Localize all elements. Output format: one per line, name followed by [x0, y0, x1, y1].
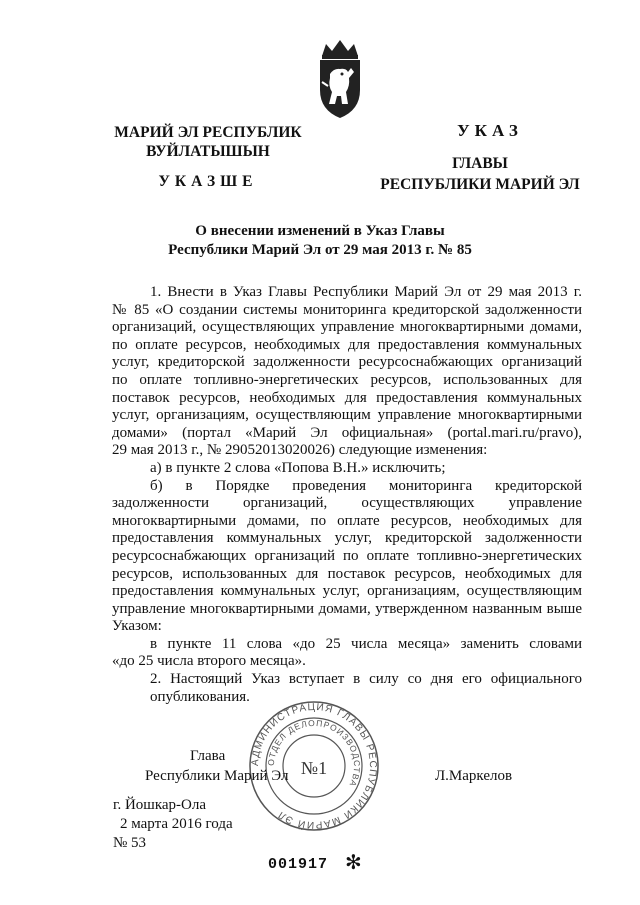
header-right-line3: РЕСПУБЛИКИ МАРИЙ ЭЛ: [380, 176, 580, 193]
p1-line: поставок ресурсов, необходимых для предоставления коммунальных: [112, 389, 582, 406]
form-serial-number: 001917: [268, 856, 329, 873]
title-line1: О внесении изменений в Указ Главы: [195, 223, 445, 239]
pc-line: «до 25 числа второго месяца».: [112, 653, 306, 670]
p1-line: 1. Внести в Указ Главы Республики Марий Эл от 29 мая 2013 г.: [150, 284, 582, 300]
header-left-line3: УКАЗШЕ: [158, 173, 258, 190]
p2-line: 2. Настоящий Указ вступает в силу со дня его официального: [150, 671, 582, 688]
paragraph-1: [112, 284, 582, 706]
header-left-line2: ВУЙЛАТЫШЫН: [146, 143, 270, 160]
pb-line: Указом:: [112, 618, 162, 635]
header-left-line1: МАРИЙ ЭЛ РЕСПУБЛИК: [114, 124, 302, 141]
issue-date: 2 марта 2016 года: [120, 816, 233, 832]
p1-line: услуг, организациям, осуществляющим управление многоквартирными: [112, 407, 582, 424]
header-right-line2: ГЛАВЫ: [452, 155, 508, 172]
coat-of-arms-emblem: [298, 38, 382, 120]
p1-line: домами» (портал «Марий Эл официальная» (portal.mari.ru/pravo),: [112, 424, 582, 441]
pb-line: предоставления коммунальных услуг, кредиторской задолженности: [112, 530, 582, 547]
signer-role-line1: Глава: [190, 748, 226, 764]
signer-role-line2: Республики Марий Эл: [145, 768, 289, 784]
pb-line: ресурсоснабжающих организаций по оплате топливно-энергетических: [112, 547, 582, 564]
pb-line: управление многоквартирными домами, утвержденном названным выше: [112, 600, 582, 617]
pb-line: задолженности организаций, осуществляющих управление: [112, 495, 582, 512]
issue-city: г. Йошкар-Ола: [113, 797, 207, 813]
seal-inner-text: ОТДЕЛ ДЕЛОПРОИЗВОДСТВА: [265, 717, 363, 789]
p2-line: опубликования.: [150, 688, 250, 705]
pc-line: в пункте 11 слова «до 25 числа месяца» заменить словами: [150, 635, 582, 652]
decree-number: № 53: [113, 835, 147, 851]
p1-line: № 85 «О создании системы мониторинга кредиторской задолженности: [112, 301, 582, 318]
pb-line: предоставления коммунальных услуг, организациям, осуществляющим: [112, 583, 582, 600]
p1-line: организаций, осуществляющих управление многоквартирными домами,: [112, 319, 582, 336]
official-seal: [248, 700, 380, 832]
p1-line: услуг, кредиторской задолженности ресурсоснабжающих организаций: [112, 354, 582, 371]
pb-line: ресурсов, использованных для поставок ресурсов, необходимых для: [112, 565, 582, 582]
p1-line: по оплате топливно-энергетических ресурсов, использованных для: [112, 371, 582, 388]
p1-line: по оплате ресурсов, необходимых для предоставления коммунальных: [112, 336, 582, 353]
seal-center-number: №1: [300, 758, 328, 778]
item-a: а) в пункте 2 слова «Попова В.Н.» исключить;: [150, 459, 446, 476]
title-line2: Республики Марий Эл от 29 мая 2013 г. № 85: [168, 242, 472, 258]
seal-ring-text: АДМИНИСТРАЦИЯ ГЛАВЫ РЕСПУБЛИКИ МАРИЙ ЭЛ: [249, 701, 379, 831]
p1-line: 29 мая 2013 г., № 29052013020026) следующие изменения:: [112, 442, 488, 459]
document-title: [120, 222, 520, 260]
header-right-line1: УКАЗ: [457, 121, 523, 140]
pb-line: многоквартирными домами, по оплате ресурсов, необходимых для: [112, 512, 582, 529]
signer-name: Л.Маркелов: [435, 768, 513, 784]
pb-line: б) в Порядке проведения мониторинга кредиторской: [150, 477, 582, 494]
asterisk-mark: ✻: [345, 850, 362, 874]
